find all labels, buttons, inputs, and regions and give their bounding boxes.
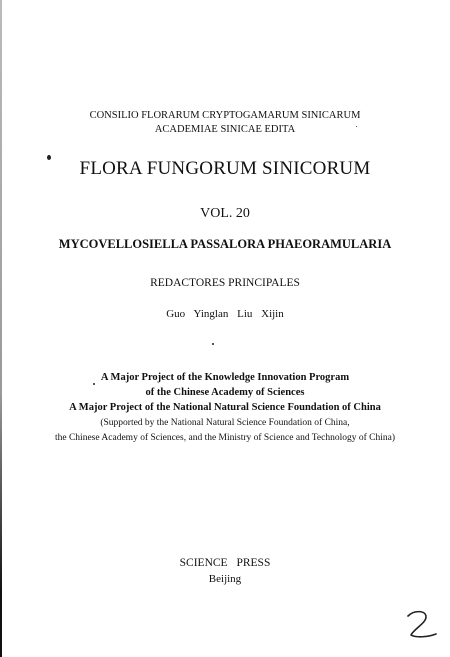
book-title: FLORA FUNGORUM SINICORUM bbox=[79, 158, 371, 179]
handwritten-page-number bbox=[402, 607, 442, 643]
editors-names: Guo Yinglan Liu Xijin bbox=[166, 308, 284, 320]
project-line-2: of the Chinese Academy of Sciences bbox=[145, 387, 305, 398]
project-line-1: A Major Project of the Knowledge Innovation Program bbox=[100, 372, 350, 383]
support-line-1: (Supported by the National Natural Science Foundation of China, bbox=[100, 418, 350, 428]
header-line-2: ACADEMIAE SINICAE EDITA bbox=[154, 124, 296, 135]
scan-speck bbox=[93, 383, 95, 385]
scan-speck bbox=[47, 155, 51, 160]
scan-speck bbox=[212, 343, 214, 345]
publisher-city: Beijing bbox=[208, 573, 242, 585]
project-line-3: A Major Project of the National Natural Science Foundation of China bbox=[69, 402, 381, 413]
editors-heading: REDACTORES PRINCIPALES bbox=[150, 277, 300, 289]
publisher-name: SCIENCE PRESS bbox=[179, 557, 271, 569]
scan-speck bbox=[356, 126, 357, 127]
support-line-2: the Chinese Academy of Sciences, and the Ministry of Science and Technology of China) bbox=[54, 433, 395, 443]
volume-subtitle: MYCOVELLOSIELLA PASSALORA PHAEORAMULARIA bbox=[58, 237, 392, 251]
volume-number: VOL. 20 bbox=[200, 206, 250, 221]
header-line-1: CONSILIO FLORARUM CRYPTOGAMARUM SINICARUM bbox=[89, 110, 361, 121]
